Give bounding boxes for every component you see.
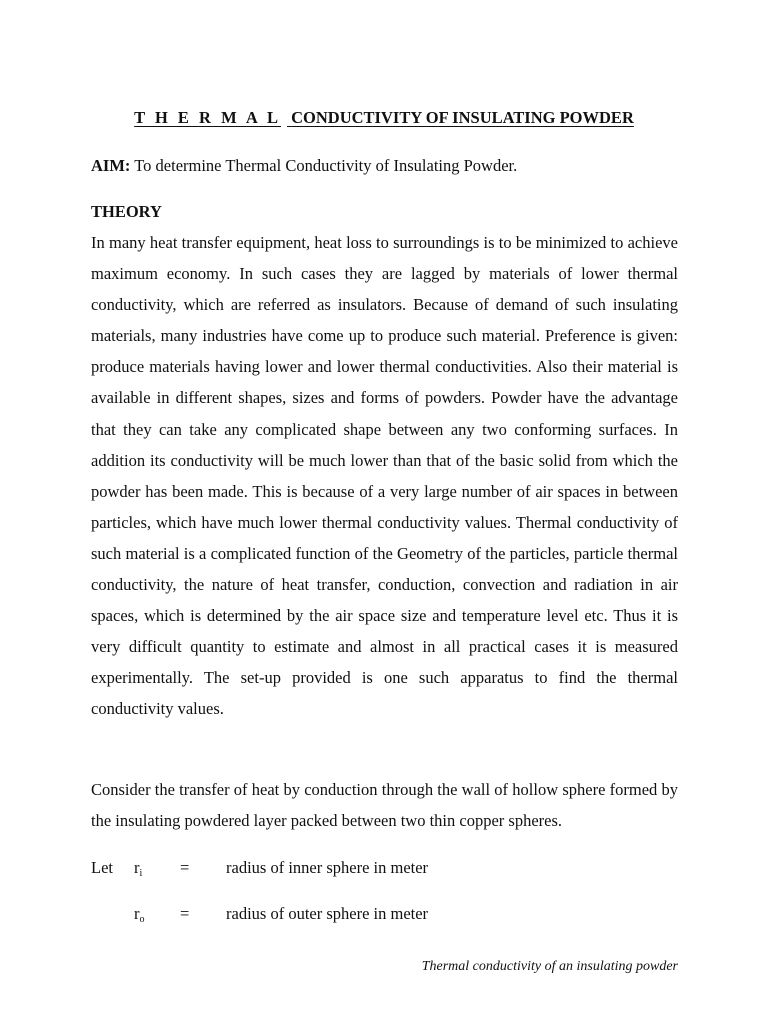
ri-equals: = [180,858,190,877]
ro-subscript: o [139,914,145,925]
aim-line [91,156,517,176]
let-label: Let [91,858,113,877]
ro-symbol [134,904,145,925]
ri-subscript: i [139,868,143,879]
title-spaced-word: T H E R M A L [134,108,282,127]
ri-r: r [134,858,140,877]
ri-description: radius of inner sphere in meter [226,858,429,877]
ri-symbol [134,858,142,879]
aim-text: To determine Thermal Conductivity of Insulating Powder. [130,156,518,175]
ro-description: radius of outer sphere in meter [226,904,429,923]
ro-equals: = [180,904,190,923]
aim-label: AIM: [91,156,131,175]
theory-heading: THEORY [91,202,162,221]
ro-r: r [134,904,140,923]
page-title [0,108,768,128]
theory-paragraph-1: In many heat transfer equipment, heat loss to surroundings is to be minimized to achieve maximum economy. In such cases they are lagged by materials of lower thermal conductivity, which are referred as insulators. Because of demand of such insulating materials, many industries have come up to produce such material. Preference is given: produce materials having lower and lower thermal conductivities. Also their material is available in different shapes, sizes and forms of powders. Powder have the advantage that they can take any complicated shape between any two conforming surfaces. In addition its conductivity will be much lower than that of the basic solid from which the powder has been made. This is because of a very large number of air spaces in between particles, which have much lower thermal conductivity values. Thermal conductivity of such material is a complicated function of the Geometry of the particles, particle thermal conductivity, the nature of heat transfer, conduction, convection and radiation in air spaces, which is determined by the air space size and temperature level etc. Thus it is very difficult quantity to estimate and almost in all practical cases it is measured experimentally. The set-up provided is one such apparatus to find the thermal conductivity values. [91,233,678,719]
page-footer: Thermal conductivity of an insulating powder [421,959,678,974]
theory-paragraph-2: Consider the transfer of heat by conduction through the wall of hollow sphere formed by the insulating powdered layer packed between two thin copper spheres. [91,780,678,831]
title-rest: CONDUCTIVITY OF INSULATING POWDER [291,108,634,127]
